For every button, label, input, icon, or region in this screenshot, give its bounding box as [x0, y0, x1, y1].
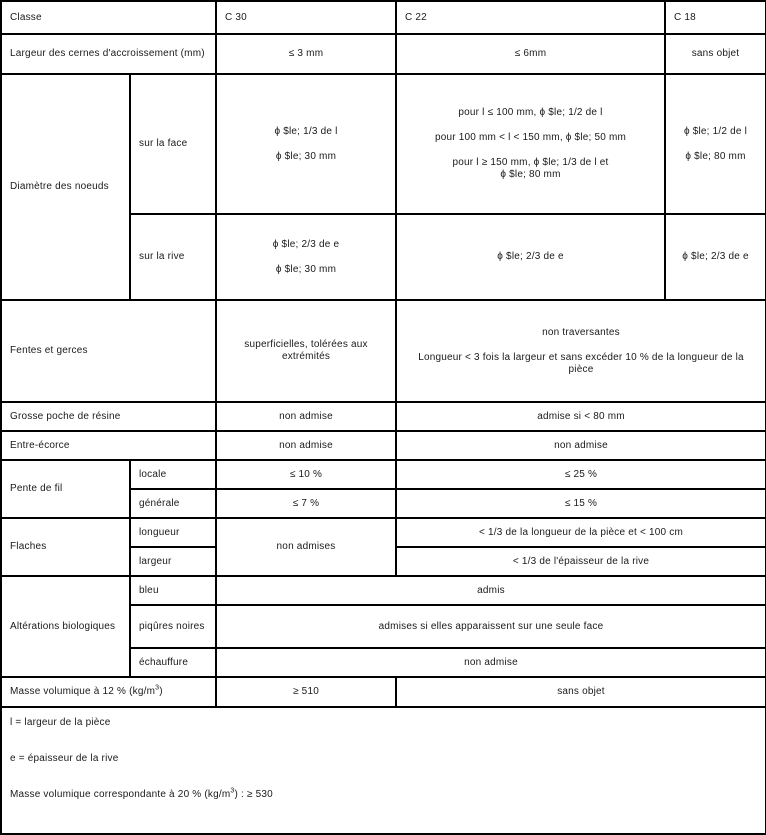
row-notes — [1, 707, 766, 834]
knots-edge-c30-line2: ϕ $le; 30 mm — [275, 263, 337, 275]
knots-face-c22-line1: pour l ≤ 100 mm, ϕ $le; 1/2 de l — [458, 107, 603, 118]
grain-slope-local-c30: ≤ 10 % — [216, 460, 396, 489]
bark-pocket-label: Entre-écorce — [1, 431, 216, 460]
grain-slope-general-c22-c18: ≤ 15 % — [396, 489, 766, 518]
note-density — [10, 789, 757, 801]
note-l-definition: l = largeur de la pièce — [10, 716, 111, 728]
bio-heating-label: échauffure — [130, 648, 216, 677]
row-grain-slope-local — [1, 460, 766, 489]
density-c30: ≥ 510 — [216, 677, 396, 707]
knots-face-c30 — [216, 74, 396, 214]
header-row — [1, 1, 766, 34]
knots-face-c30-line1: ϕ $le; 1/3 de l — [274, 125, 338, 137]
note-density-text: Masse volumique correspondante à 20 % (kg/m — [10, 788, 231, 800]
grain-slope-local-c22-c18: ≤ 25 % — [396, 460, 766, 489]
cracks-c22-c18-line1: non traversantes — [542, 326, 620, 338]
density-label-sup: 3 — [155, 684, 160, 692]
bio-blue-label: bleu — [130, 576, 216, 605]
wane-length-c22-c18: < 1/3 de la longueur de la pièce et < 100 cm — [396, 518, 766, 547]
header-class-c22: C 22 — [396, 1, 665, 34]
cracks-label: Fentes et gerces — [1, 300, 216, 402]
cracks-c22-c18 — [396, 300, 766, 402]
note-e-definition: e = épaisseur de la rive — [10, 752, 119, 764]
header-class-c30: C 30 — [216, 1, 396, 34]
grain-slope-general-label: générale — [130, 489, 216, 518]
knots-face-c22 — [396, 74, 665, 214]
knots-label: Diamètre des noeuds — [1, 74, 130, 300]
note-density-sup: 3 — [230, 787, 235, 795]
header-class-c18: C 18 — [665, 1, 766, 34]
grain-slope-label: Pente de fil — [1, 460, 130, 518]
bio-label: Altérations biologiques — [1, 576, 130, 677]
header-label: Classe — [1, 1, 216, 34]
grain-slope-general-c30: ≤ 7 % — [216, 489, 396, 518]
row-ring-width — [1, 34, 766, 74]
wane-width-c22-c18: < 1/3 de l'épaisseur de la rive — [396, 547, 766, 576]
bio-pinholes-label: piqûres noires — [130, 605, 216, 648]
knots-edge-label: sur la rive — [130, 214, 216, 300]
row-cracks — [1, 300, 766, 402]
row-density — [1, 677, 766, 707]
wane-width-label: largeur — [130, 547, 216, 576]
grain-slope-local-label: locale — [130, 460, 216, 489]
row-resin-pocket — [1, 402, 766, 431]
wane-length-label: longueur — [130, 518, 216, 547]
ring-width-c18: sans objet — [665, 34, 766, 74]
knots-edge-c18: ϕ $le; 2/3 de e — [665, 214, 766, 300]
bark-pocket-c22-c18: non admise — [396, 431, 766, 460]
density-label — [1, 677, 216, 707]
wane-c30: non admises — [216, 518, 396, 576]
wane-label: Flaches — [1, 518, 130, 576]
knots-face-c18 — [665, 74, 766, 214]
knots-edge-c30 — [216, 214, 396, 300]
knots-face-label: sur la face — [130, 74, 216, 214]
bio-blue-value: admis — [216, 576, 766, 605]
bio-pinholes-value: admises si elles apparaissent sur une seule face — [216, 605, 766, 648]
row-bark-pocket — [1, 431, 766, 460]
knots-face-c18-line2: ϕ $le; 80 mm — [685, 150, 746, 162]
knots-face-c22-line3: pour l ≥ 150 mm, ϕ $le; 1/3 de l et — [452, 157, 609, 168]
resin-pocket-c30: non admise — [216, 402, 396, 431]
cracks-c30: superficielles, tolérées aux extrémités — [216, 300, 396, 402]
bark-pocket-c30: non admise — [216, 431, 396, 460]
ring-width-label: Largeur des cernes d'accroissement (mm) — [1, 34, 216, 74]
row-bio-blue — [1, 576, 766, 605]
bio-heating-value: non admise — [216, 648, 766, 677]
resin-pocket-c22-c18: admise si < 80 mm — [396, 402, 766, 431]
ring-width-c30: ≤ 3 mm — [216, 34, 396, 74]
density-label-text: Masse volumique à 12 % (kg/m — [10, 686, 156, 697]
ring-width-c22: ≤ 6mm — [396, 34, 665, 74]
knots-face-c22-line4: ϕ $le; 80 mm — [500, 169, 561, 180]
density-c22-c18: sans objet — [396, 677, 766, 707]
row-knots-face — [1, 74, 766, 214]
resin-pocket-label: Grosse poche de résine — [1, 402, 216, 431]
notes-cell — [1, 707, 766, 834]
knots-face-c18-line1: ϕ $le; 1/2 de l — [683, 125, 748, 137]
row-wane-length — [1, 518, 766, 547]
knots-edge-c30-line1: ϕ $le; 2/3 de e — [272, 238, 340, 250]
knots-face-c30-line2: ϕ $le; 30 mm — [275, 150, 337, 162]
knots-face-c22-line2: pour 100 mm < l < 150 mm, ϕ $le; 50 mm — [434, 132, 627, 143]
knots-edge-c22: ϕ $le; 2/3 de e — [396, 214, 665, 300]
cracks-c22-c18-line2: Longueur < 3 fois la largeur et sans excéder 10 % de la longueur de la pièce — [418, 351, 744, 375]
density-label-suffix: ) — [159, 686, 163, 697]
note-density-suffix: ) : ≥ 530 — [234, 788, 273, 800]
